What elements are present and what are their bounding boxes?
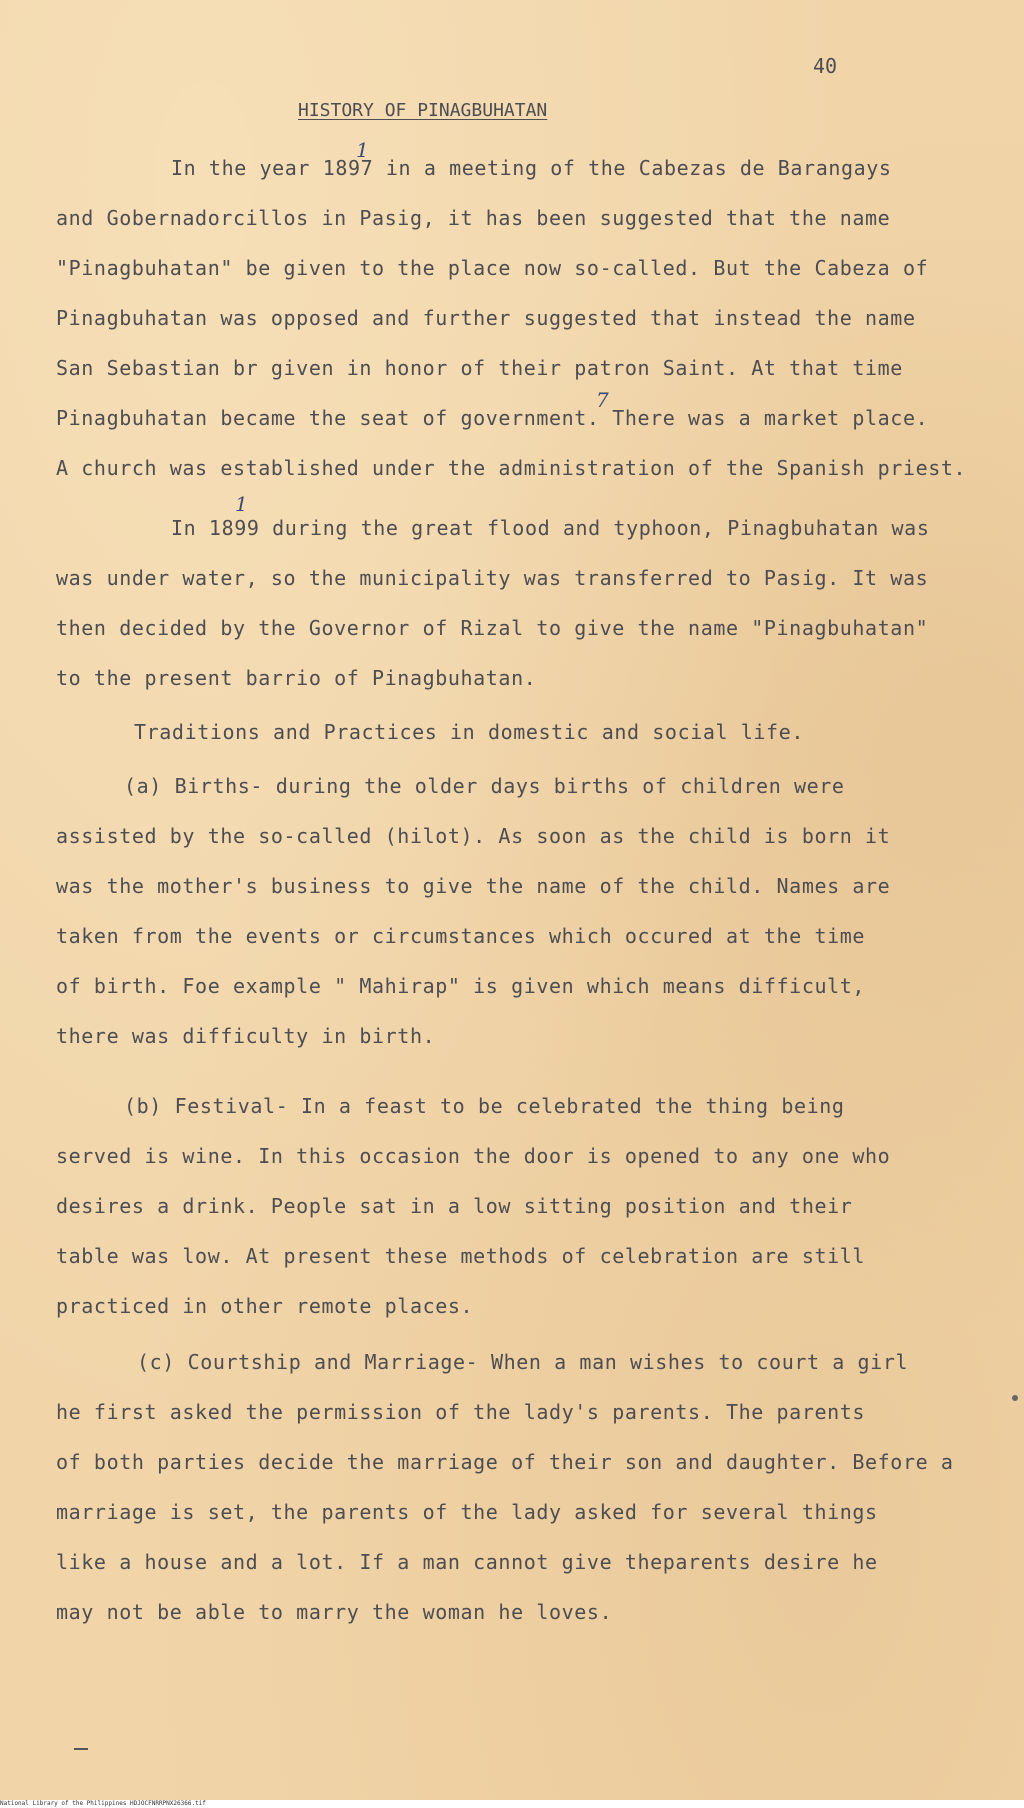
body-line: like a house and a lot. If a man cannot give theparents desire he bbox=[56, 1550, 878, 1574]
body-line: of both parties decide the marriage of their son and daughter. Before a bbox=[56, 1450, 954, 1474]
section-heading: Traditions and Practices in domestic and social life. bbox=[134, 720, 804, 744]
body-line: he first asked the permission of the lady's parents. The parents bbox=[56, 1400, 866, 1424]
page-number: 40 bbox=[813, 54, 838, 78]
body-line: Pinagbuhatan was opposed and further suggested that instead the name bbox=[56, 306, 916, 330]
body-line: then decided by the Governor of Rizal to give the name "Pinagbuhatan" bbox=[56, 616, 929, 640]
body-line: (c) Courtship and Marriage- When a man wishes to court a girl bbox=[137, 1350, 909, 1374]
body-line: (b) Festival- In a feast to be celebrated the thing being bbox=[124, 1094, 845, 1118]
body-line: "Pinagbuhatan" be given to the place now so-called. But the Cabeza of bbox=[56, 256, 929, 280]
body-line: taken from the events or circumstances which occured at the time bbox=[56, 924, 866, 948]
body-line: and Gobernadorcillos in Pasig, it has been suggested that the name bbox=[56, 206, 891, 230]
body-line: (a) Births- during the older days births of children were bbox=[124, 774, 845, 798]
body-line: assisted by the so-called (hilot). As soon as the child is born it bbox=[56, 824, 891, 848]
body-line: Pinagbuhatan became the seat of government. There was a market place. bbox=[56, 406, 929, 430]
body-line: practiced in other remote places. bbox=[56, 1294, 474, 1318]
handwritten-correction-1899: 1 bbox=[235, 492, 248, 516]
body-line: A church was established under the administration of the Spanish priest. bbox=[56, 456, 967, 480]
body-line: served is wine. In this occasion the door is opened to any one who bbox=[56, 1144, 891, 1168]
body-line: there was difficulty in birth. bbox=[56, 1024, 436, 1048]
handwritten-correction-1897: 1 bbox=[356, 138, 369, 162]
body-line: In the year 1897 in a meeting of the Cabezas de Barangays bbox=[171, 156, 892, 180]
body-line: to the present barrio of Pinagbuhatan. bbox=[56, 666, 537, 690]
body-line: was the mother's business to give the name of the child. Names are bbox=[56, 874, 891, 898]
body-line: San Sebastian br given in honor of their patron Saint. At that time bbox=[56, 356, 903, 380]
body-line: In 1899 during the great flood and typhoon, Pinagbuhatan was bbox=[171, 516, 930, 540]
document-title: HISTORY OF PINAGBUHATAN bbox=[298, 100, 548, 121]
scan-footer: National Library of the Philippines HDJOCFNRRPNX26366.tif bbox=[0, 1800, 206, 1807]
body-line: may not be able to marry the woman he loves. bbox=[56, 1600, 613, 1624]
body-line: of birth. Foe example " Mahirap" is given which means difficult, bbox=[56, 974, 866, 998]
stray-mark bbox=[74, 1748, 88, 1750]
handwritten-correction-government: 7 bbox=[596, 388, 609, 412]
body-line: marriage is set, the parents of the lady asked for several things bbox=[56, 1500, 878, 1524]
body-line: was under water, so the municipality was transferred to Pasig. It was bbox=[56, 566, 929, 590]
stray-mark bbox=[1012, 1395, 1018, 1401]
body-line: table was low. At present these methods of celebration are still bbox=[56, 1244, 866, 1268]
body-line: desires a drink. People sat in a low sitting position and their bbox=[56, 1194, 853, 1218]
